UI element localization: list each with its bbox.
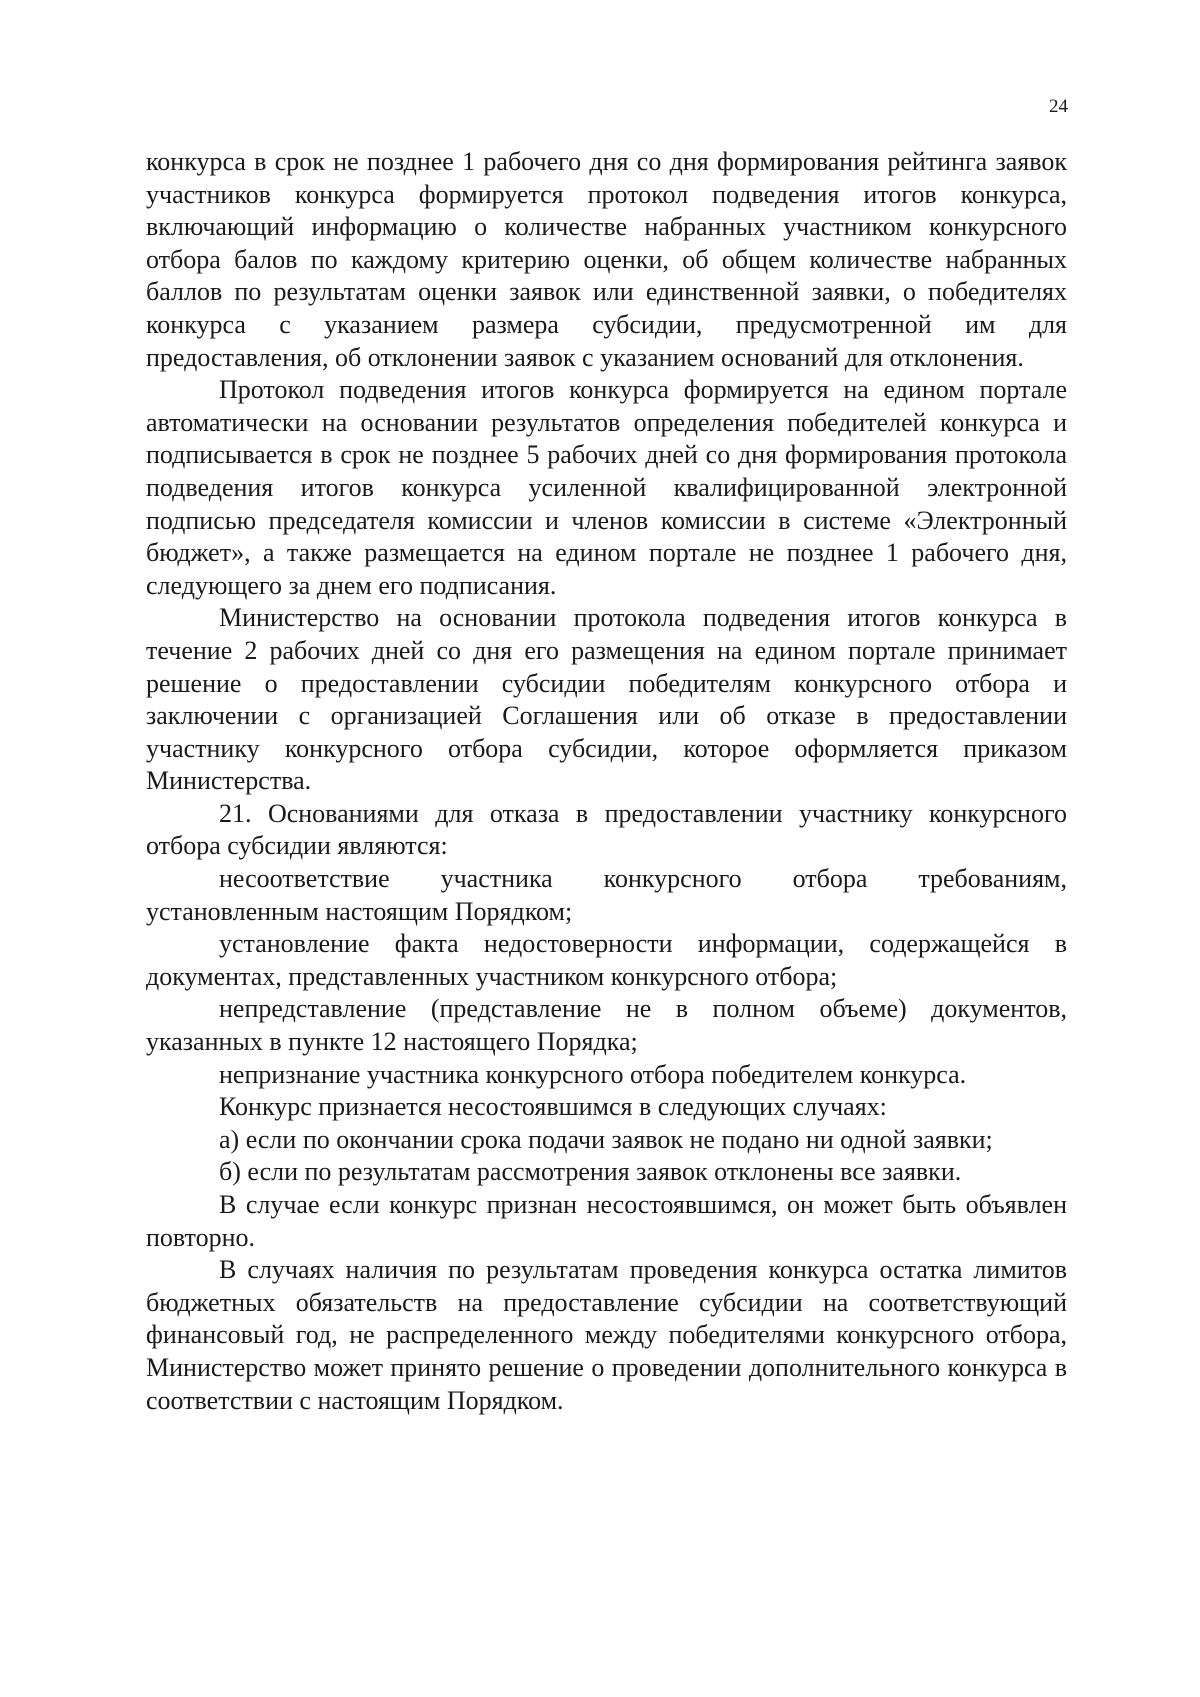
paragraph-protocol-signing: Протокол подведения итогов конкурса формируется на едином портале автоматически на основании результатов определения победителей конкурса и подписывается в срок не позднее 5 рабочих дней со дня формирования протокола подведения итогов конкурса усиленной квалифицированной электронной подписью председателя комиссии и членов комиссии в системе «Электронный бюджет», а также размещается на едином портале не позднее 1 рабочего дня, следующего за днем его подписания. [146,375,1067,600]
paragraph-refusal-grounds: 21. Основаниями для отказа в предоставлении участнику конкурсного отбора субсидии являются: [146,798,1067,861]
paragraph-protocol-formation: конкурса в срок не позднее 1 рабочего дня со дня формирования рейтинга заявок участников конкурса формируется протокол подведения итогов конкурса, включающий информацию о количестве набранных участником конкурсного отбора балов по каждому критерию оценки, об общем количестве набранных баллов по результатам оценки заявок или единственной заявки, о победителях конкурса с указанием размера субсидии, предусмотренной им для предоставления, об отклонении заявок с указанием оснований для отклонения. [146,147,1067,372]
page-number: 24 [1049,96,1068,117]
list-item-missing-documents: непредставление (представление не в полном объеме) документов, указанных в пункте 12 настоящего Порядка; [146,994,1067,1057]
paragraph-failed-contest: Конкурс признается несостоявшимся в следующих случаях: [219,1092,887,1122]
list-item-false-information: установление факта недостоверности информации, содержащейся в документах, представленных участником конкурсного отбора; [146,929,1067,991]
paragraph-ministry-decision: Министерство на основании протокола подведения итогов конкурса в течение 2 рабочих дней со дня его размещения на едином портале принимает решение о предоставлении субсидии победителям конкурсного отбора и заключении с организацией Соглашения или об отказе в предоставлении участнику конкурсного отбора субсидии, которое оформляется приказом Министерства. [146,603,1067,796]
list-item-noncompliance: несоответствие участника конкурсного отбора требованиям, установленным настоящим Порядком; [146,864,1067,926]
paragraph-additional-contest: В случаях наличия по результатам проведения конкурса остатка лимитов бюджетных обязательств на предоставление субсидии на соответствующий финансовый год, не распределенного между победителями конкурсного отбора, Министерство может принято решение о проведении дополнительного конкурса в соответствии с настоящим Порядком. [146,1255,1067,1415]
list-item-no-applications: а) если по окончании срока подачи заявок не подано ни одной заявки; [219,1124,993,1154]
list-item-not-winner: непризнание участника конкурсного отбора победителем конкурса. [219,1059,967,1089]
list-item-all-rejected: б) если по результатам рассмотрения заявок отклонены все заявки. [219,1157,962,1187]
document-body [146,146,1067,1417]
paragraph-repeat-announcement: В случае если конкурс признан несостоявшимся, он может быть объявлен повторно. [146,1190,1067,1252]
